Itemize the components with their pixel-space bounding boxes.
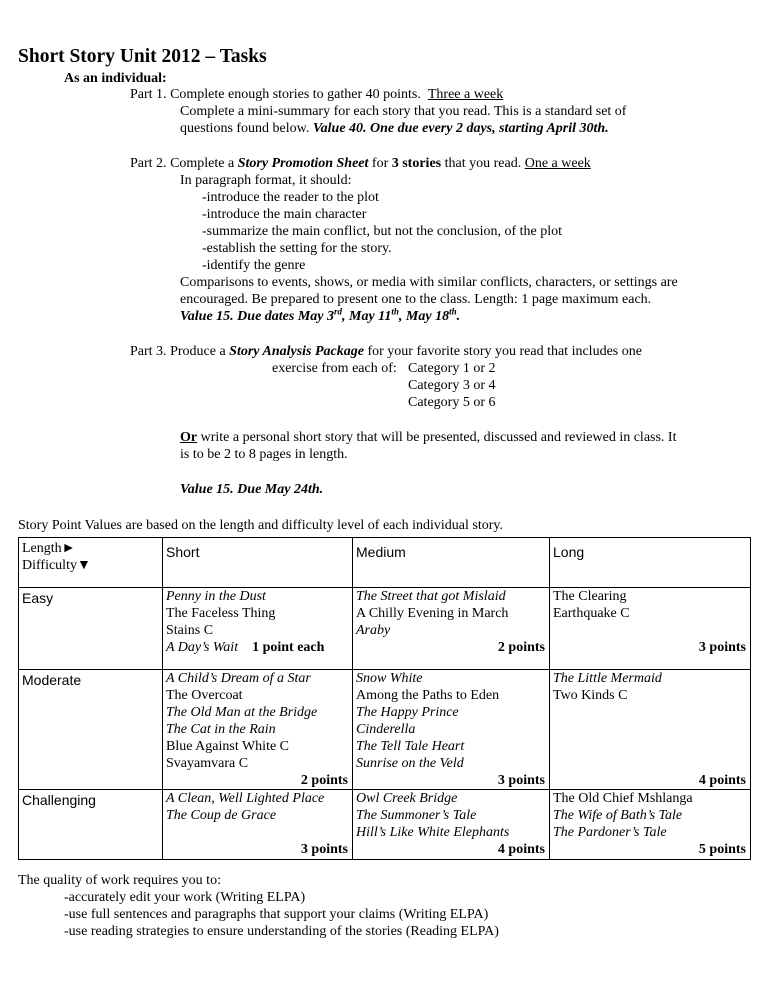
- part2-line2: In paragraph format, it should:: [180, 173, 352, 188]
- story-title: Earthquake C: [553, 606, 630, 621]
- cell-moderate-long: [550, 670, 751, 790]
- part1-line3: questions found below. Value 40. One due every 2 days, starting April 30th.: [180, 121, 609, 136]
- story-title: The Wife of Bath’s Tale: [553, 808, 683, 823]
- story-title: The Summoner’s Tale: [356, 808, 477, 823]
- story-title: A Clean, Well Lighted Place: [166, 791, 325, 806]
- column-header-medium: Medium: [353, 538, 550, 588]
- page-title: Short Story Unit 2012 – Tasks: [18, 46, 267, 67]
- cell-challenging-short: [163, 790, 353, 860]
- story-title: Hill’s Like White Elephants: [356, 825, 510, 840]
- part3-or-line: Or write a personal short story that will be presented, discussed and reviewed in class. It: [180, 430, 677, 445]
- part3-value: Value 15. Due May 24th.: [180, 482, 324, 497]
- table-row: [19, 588, 751, 670]
- row-label-easy: Easy: [19, 588, 163, 670]
- table-intro: Story Point Values are based on the length and difficulty level of each individual story.: [18, 518, 503, 533]
- story-title: Snow White: [356, 671, 423, 686]
- story-title: The Little Mermaid: [553, 671, 662, 686]
- part1-line2: Complete a mini-summary for each story that you read. This is a standard set of: [180, 104, 627, 119]
- part2-line4: encouraged. Be prepared to present one to the class. Length: 1 page maximum each.: [180, 292, 652, 307]
- story-title: Araby: [356, 623, 391, 638]
- story-title: The Tell Tale Heart: [356, 739, 465, 754]
- part3-category: Category 1 or 2: [408, 361, 496, 376]
- story-points-table: [18, 537, 751, 860]
- individual-heading: As an individual:: [64, 71, 167, 86]
- table-corner: Length► Difficulty▼: [19, 538, 163, 588]
- column-header-short: Short: [163, 538, 353, 588]
- part2-bullet: -summarize the main conflict, but not the conclusion, of the plot: [202, 224, 563, 239]
- quality-item: -use full sentences and paragraphs that support your claims (Writing ELPA): [64, 907, 489, 922]
- story-title: The Old Man at the Bridge: [166, 705, 318, 720]
- cell-moderate-short: [163, 670, 353, 790]
- story-title: The Faceless Thing: [166, 606, 276, 621]
- story-title: Penny in the Dust: [166, 589, 266, 604]
- story-title: A Chilly Evening in March: [356, 606, 509, 621]
- story-title: The Happy Prince: [356, 705, 459, 720]
- points-value: 5 points: [698, 842, 746, 857]
- points-value: 4 points: [497, 842, 545, 857]
- cell-easy-short: [163, 588, 353, 670]
- part2-bullet: -introduce the reader to the plot: [202, 190, 379, 205]
- part2-bullet: -introduce the main character: [202, 207, 367, 222]
- table-row: [19, 790, 751, 860]
- story-title-with-points: A Day’s Wait 1 point each: [166, 640, 325, 655]
- story-title: The Clearing: [553, 589, 627, 604]
- story-title: The Overcoat: [166, 688, 243, 703]
- cell-easy-medium: [353, 588, 550, 670]
- column-header-long: Long: [550, 538, 751, 588]
- story-title: Blue Against White C: [166, 739, 290, 754]
- table-header-row: [19, 538, 751, 588]
- story-title: The Coup de Grace: [166, 808, 277, 823]
- story-title: Cinderella: [356, 722, 416, 737]
- part2-bullet: -identify the genre: [202, 258, 306, 273]
- points-value: 3 points: [698, 640, 746, 655]
- part1-line1: Part 1. Complete enough stories to gather 40 points. Three a week: [130, 87, 504, 102]
- cell-challenging-medium: [353, 790, 550, 860]
- row-label-challenging: Challenging: [19, 790, 163, 860]
- story-title: Two Kinds C: [553, 688, 628, 703]
- part2-value: Value 15. Due dates May 3rd, May 11th, May 18th.: [180, 306, 461, 324]
- row-label-moderate: Moderate: [19, 670, 163, 790]
- story-title: The Old Chief Mshlanga: [553, 791, 693, 806]
- story-title: The Street that got Mislaid: [356, 589, 506, 604]
- quality-intro: The quality of work requires you to:: [18, 873, 221, 888]
- part3-category: Category 5 or 6: [408, 395, 496, 410]
- points-value: 4 points: [698, 773, 746, 788]
- cell-challenging-long: [550, 790, 751, 860]
- points-value: 3 points: [300, 842, 348, 857]
- quality-item: -accurately edit your work (Writing ELPA): [64, 890, 306, 905]
- points-value: 2 points: [497, 640, 545, 655]
- part2-line1: Part 2. Complete a Story Promotion Sheet for 3 stories that you read. One a week: [130, 156, 591, 171]
- part3-line2: exercise from each of:: [272, 361, 397, 376]
- story-title: Among the Paths to Eden: [356, 688, 500, 703]
- quality-item: -use reading strategies to ensure understanding of the stories (Reading ELPA): [64, 924, 499, 939]
- part2-bullet: -establish the setting for the story.: [202, 241, 392, 256]
- table-row: [19, 670, 751, 790]
- cell-moderate-medium: [353, 670, 550, 790]
- story-title: The Cat in the Rain: [166, 722, 276, 737]
- story-title: The Pardoner’s Tale: [553, 825, 667, 840]
- story-title: Stains C: [166, 623, 214, 638]
- part2-line3: Comparisons to events, shows, or media with similar conflicts, characters, or settings are: [180, 275, 678, 290]
- part3-or-line2: is to be 2 to 8 pages in length.: [180, 447, 348, 462]
- story-title: Sunrise on the Veld: [356, 756, 464, 771]
- story-title: A Child’s Dream of a Star: [166, 671, 311, 686]
- part3-category: Category 3 or 4: [408, 378, 496, 393]
- points-value: 2 points: [300, 773, 348, 788]
- points-value: 3 points: [497, 773, 545, 788]
- part3-line1: Part 3. Produce a Story Analysis Package for your favorite story you read that includes one: [130, 344, 642, 359]
- cell-easy-long: [550, 588, 751, 670]
- story-title: Svayamvara C: [166, 756, 249, 771]
- story-title: Owl Creek Bridge: [356, 791, 458, 806]
